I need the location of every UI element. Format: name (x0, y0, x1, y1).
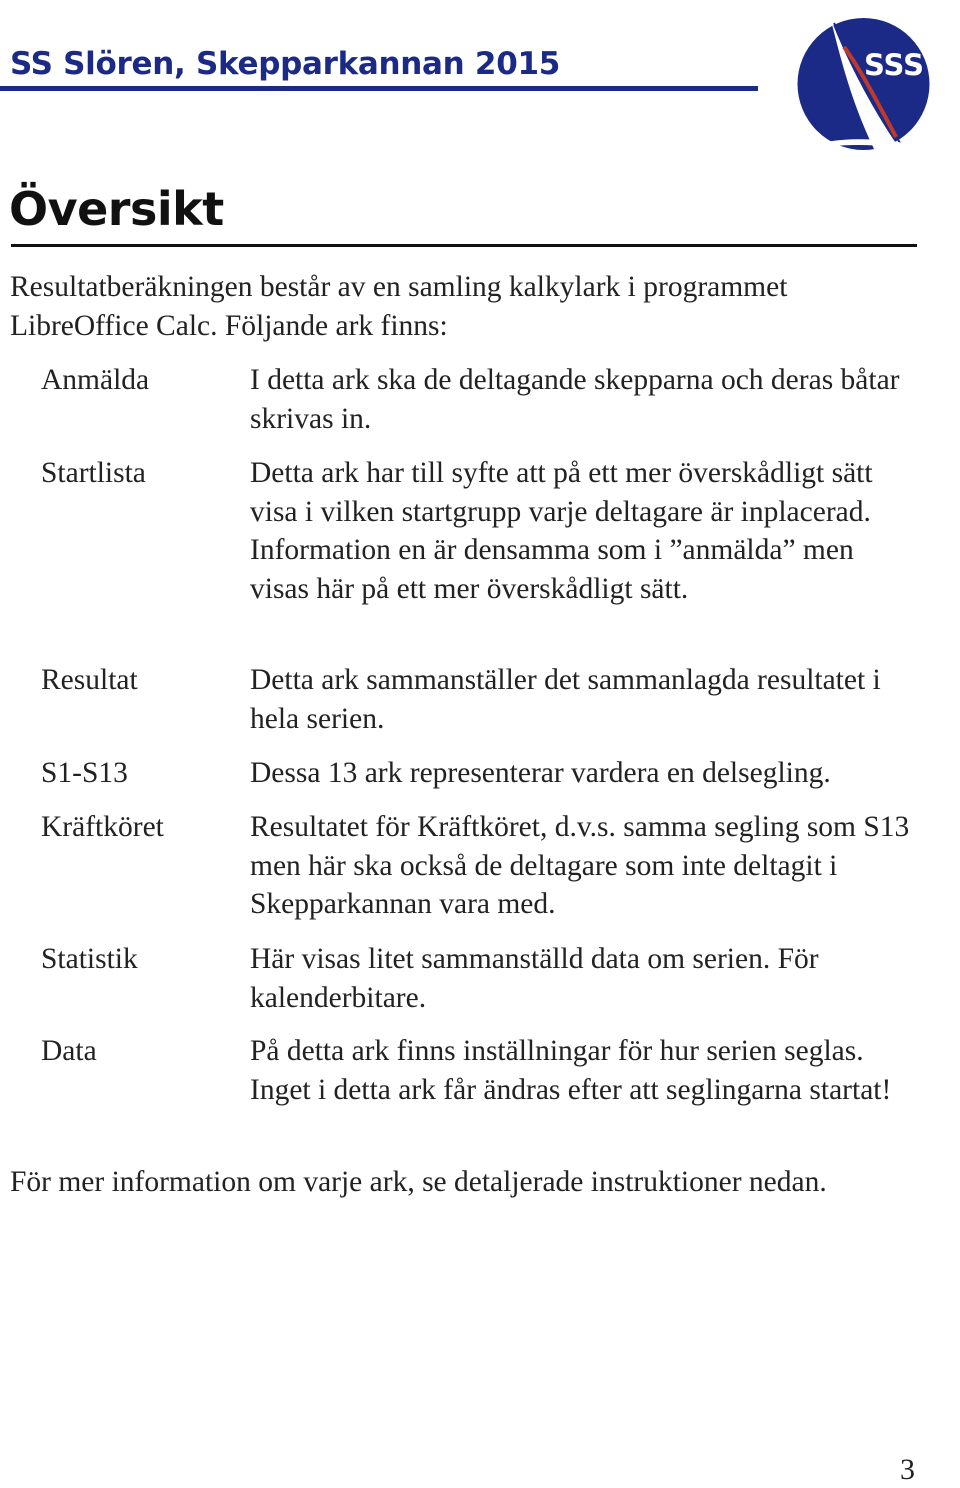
sheet-desc-startlista: Detta ark har till syfte att på ett mer överskådligt sätt visa i vilken startgrupp varje deltagare är inplacerad. Information en är densamma som i ”anmälda” men visas här på ett mer överskådligt sätt. (250, 457, 873, 605)
sheet-term-anmalda: Anmälda (41, 364, 150, 396)
sss-sail-logo (796, 3, 933, 165)
sheet-desc-resultat: Detta ark sammanställer det sammanlagda resultatet i hela serien. (250, 664, 881, 735)
sheet-desc-data: På detta ark finns inställningar för hur serien seglas. Inget i detta ark får ändras efter att seglingarna startat! (250, 1035, 892, 1106)
sheet-term-resultat: Resultat (41, 664, 138, 696)
logo-text: SSS (863, 48, 925, 82)
sheet-desc-kraftkoret: Resultatet för Kräftköret, d.v.s. samma segling som S13 men här ska också de deltagare som inte deltagit i Skepparkannan vara med. (250, 811, 910, 920)
sheet-term-kraftkoret: Kräftköret (41, 811, 164, 843)
sheet-desc-anmalda: I detta ark ska de deltagande skepparna och deras båtar skrivas in. (250, 364, 900, 435)
sheet-desc-s1-s13: Dessa 13 ark representerar vardera en delsegling. (250, 757, 831, 789)
outro-paragraph: För mer information om varje ark, se detaljerade instruktioner nedan. (10, 1166, 827, 1198)
document-header-title: SS Slören, Skepparkannan 2015 (10, 46, 561, 82)
sheet-term-statistik: Statistik (41, 943, 138, 975)
page-number: 3 (900, 1453, 915, 1486)
sheet-term-data: Data (41, 1035, 97, 1067)
sheet-term-startlista: Startlista (41, 457, 146, 489)
section-heading: Översikt (9, 182, 224, 236)
sheet-term-s1-s13: S1-S13 (41, 757, 128, 789)
section-rule (11, 244, 917, 247)
intro-paragraph: Resultatberäkningen består av en samling kalkylark i programmet LibreOffice Calc. Följande ark finns: (10, 271, 788, 342)
sheet-desc-statistik: Här visas litet sammanställd data om serien. För kalenderbitare. (250, 943, 819, 1014)
header-rule (0, 86, 758, 91)
